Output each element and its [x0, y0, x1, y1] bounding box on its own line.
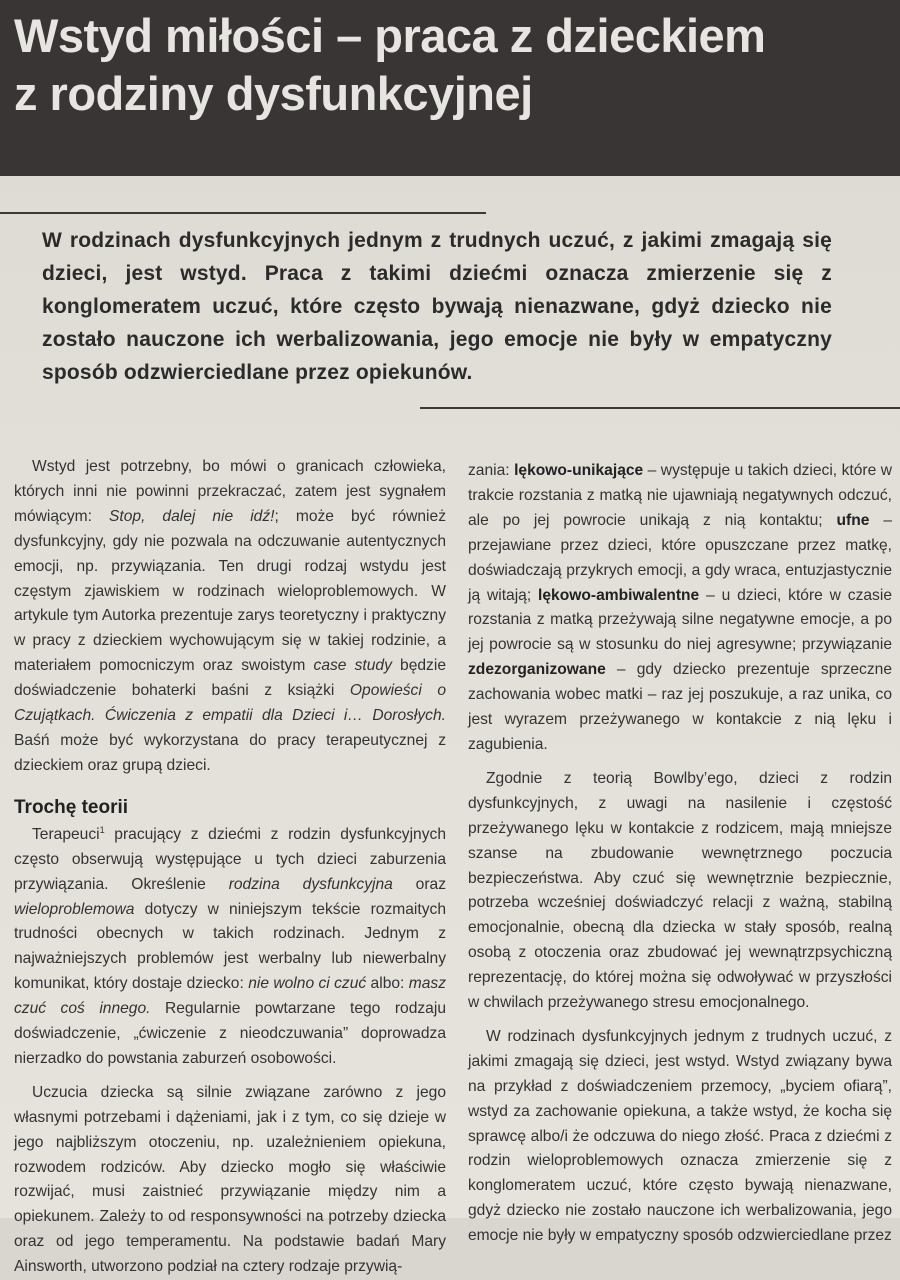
right-column: [468, 459, 892, 1249]
bowlby-paragraph: Zgodnie z teorią Bowlby’ego, dzieci z rodzin dysfunkcyjnych, z uwagi na nasilenie i częstość przeżywanego lęku w kontakcie z rodzicem, mają mniejsze szanse na zbudowanie wewnętrznego poczucia bezpieczeństwa. Aby czuć się wewnętrznie bezpiecznie, potrzeba wcześniej doświadczyć relacji z ważną, stabilną emocjonalnie, obecną dla dziecka w stały sposób, realną osobą z otoczenia oraz zbudować jej wewnątrzpsychiczną reprezentację, do której można się odwoływać w przyszłości w chwilach przeżywanego stresu emocjonalnego.: [468, 769, 892, 1012]
section-heading: Trochę teorii: [14, 796, 129, 818]
article-title-line-1: Wstyd miłości – praca z dzieckiem: [14, 9, 766, 62]
divider-bottom: [420, 407, 900, 409]
divider-top: [0, 212, 486, 214]
theory-paragraph-2: Uczucia dziecka są silnie związane zarówno z jego własnymi potrzebami i dążeniami, jak i z tym, co się dzieje w jego najbliższym otoczeniu, np. uzależnieniem opiekuna, rozwodem rodziców. Aby dziecko mogło się właściwie rozwijać, musi zaistnieć przywiązanie między nim a opiekunem. Zależy to od responsywności na potrzeby dziecka oraz od jego temperamentu. Na podstawie badań Mary Ainsworth, utworzono podział na cztery rodzaje przywią-: [14, 1083, 446, 1276]
lead-paragraph: W rodzinach dysfunkcyjnych jednym z trudnych uczuć, z jakimi zmagają się dzieci, jest wstyd. Praca z takimi dziećmi oznacza zmierzenie się z konglomeratem uczuć, które często bywają nienazwane, gdyż dziecko nie zostało nauczone ich werbalizowania, jego emocje nie były w empatyczny sposób odzwierciedlane przez opiekunów.: [42, 229, 832, 384]
theory-paragraph-1: Terapeuci$^1$ pracujący z dziećmi z rodzin dysfunkcyjnych często obserwują występujące u tych dzieci zaburzenia przywiązania. Określenie rodzina dysfunkcyjna oraz wieloproblemowa dotyczy w niniejszym tekście rozmaitych trudności obecnych w takich rodzinach. Jednym z najważniejszych problemów jest werbalny lub niewerbalny komunikat, który dostaje dziecko: nie wolno ci czuć albo: masz czuć coś innego. Regularnie powtarzane tego rodzaju doświadczenie, „ćwiczenie z nieodczuwania” doprowadza nierzadko do powstania zaburzeń osobowości.: [14, 824, 447, 1067]
left-column: [14, 455, 446, 1280]
attachment-types-paragraph: zania: lękowo-unikające – występuje u takich dzieci, które w trakcie rozstania z matką nie ujawniają negatywnych odczuć, ale po jej powrocie unikają z nią kontaktu; ufne – przejawiane przez dzieci, które opuszczane przez matkę, doświadczają przykrych emocji, a gdy wraca, entuzjastycznie ją witają; lękowo-ambiwalentne – u dzieci, które w czasie rozstania z matką przeżywają silne negatywne emocje, a po jej powrocie są w stosunku do niej agresywne; przywiązanie zdezorganizowane – gdy dziecko prezentuje sprzeczne zachowania wobec matki – raz jej poszukuje, a raz unika, co jest wyrazem przeżywanego w kontakcie z nią lęku i zagubienia.: [468, 462, 892, 753]
intro-paragraph: Wstyd jest potrzebny, bo mówi o granicach człowieka, których inni nie powinni przekraczać, zatem jest sygnałem mówiącym: Stop, dalej nie idź!; może być również dysfunkcyjny, gdy nie pozwala na odczuwanie autentycznych emocji, np. przywiązania. Ten drugi rodzaj wstydu jest częstym zjawiskiem w rodzinach wieloproblemowych. W artykule tym Autorka prezentuje zarys teoretyczny i praktyczny w pracy z dzieckiem wychowującym się w takiej rodzinie, a materiałem pomocniczym oraz swoistym case study będzie doświadczenie bohaterki baśni z książki Opowieści o Czujątkach. Ćwiczenia z empatii dla Dzieci i… Dorosłych. Baśń może być wykorzystana do pracy terapeutycznej z dzieckiem oraz grupą dzieci.: [14, 458, 447, 774]
article-title-line-2: z rodziny dysfunkcyjnej: [14, 67, 533, 120]
title-banner: [0, 0, 900, 176]
shame-paragraph: W rodzinach dysfunkcyjnych jednym z trudnych uczuć, z jakimi zmagają się dzieci, jest wstyd. Wstyd związany bywa na przykład z doświadczeniem przemocy, „byciem ofiarą”, wstyd za zachowanie opiekuna, a także wstyd, że kocha się sprawcę albo/i że odczuwa do niego złość. Praca z dziećmi z rodzin wieloproblemowych oznacza zmierzenie się z konglomeratem uczuć, które często bywają nienazwane, gdyż dziecko nie zostało nauczone ich werbalizowania, jego emocje nie były w empatyczny sposób odzwierciedlane przez: [468, 1027, 892, 1245]
